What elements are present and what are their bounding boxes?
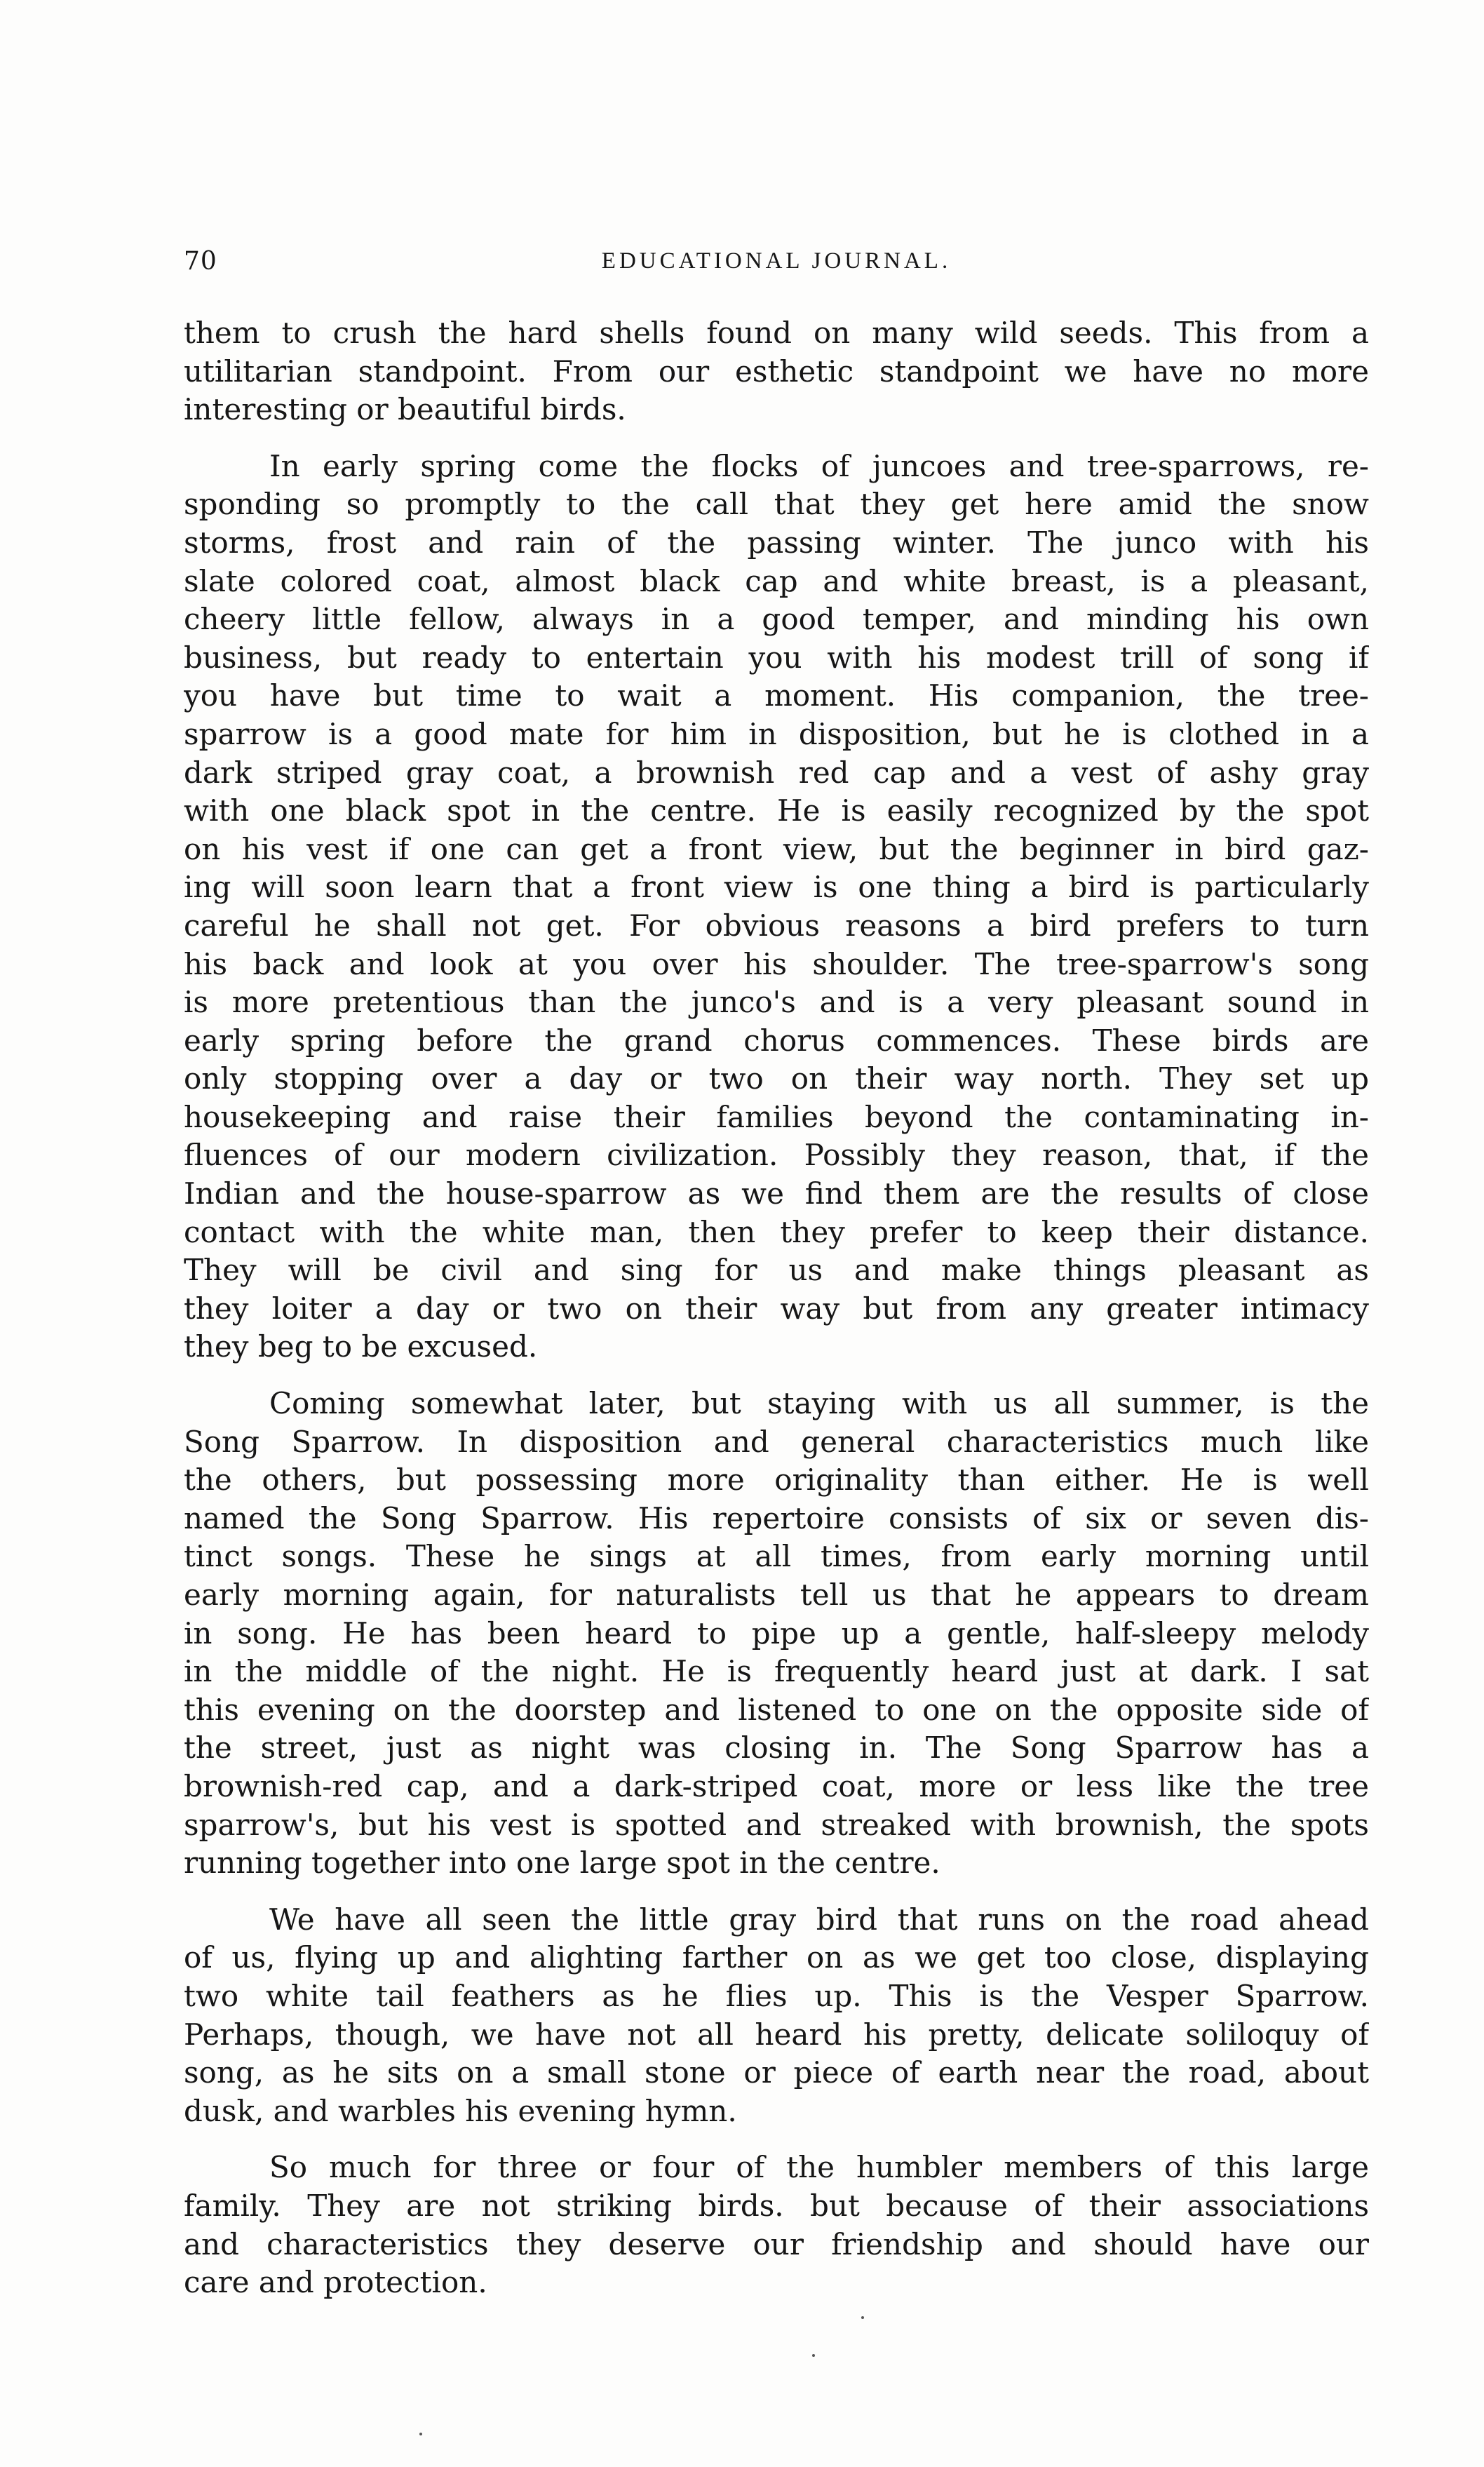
- text-line: Song Sparrow. In disposition and general characteristics much like: [184, 1424, 1369, 1459]
- paragraph: [184, 448, 1369, 1366]
- text-line: So much for three or four of the humbler members of this large: [269, 2150, 1369, 2185]
- text-line: interesting or beautiful birds.: [184, 392, 626, 427]
- text-line: utilitarian standpoint. From our esthetic standpoint we have no more: [184, 354, 1369, 389]
- paragraph: [184, 1385, 1369, 1883]
- text-line: ing will soon learn that a front view is one thing a bird is particularly: [184, 870, 1369, 905]
- text-line: We have all seen the little gray bird that runs on the road ahead: [269, 1902, 1369, 1937]
- text-line: fluences of our modern civilization. Possibly they reason, that, if the: [184, 1138, 1369, 1173]
- text-line: and characteristics they deserve our friendship and should have our: [184, 2226, 1369, 2261]
- text-line: on his vest if one can get a front view, but the beginner in bird gaz-: [184, 831, 1369, 866]
- text-line: early morning again, for naturalists tell us that he appears to dream: [184, 1578, 1369, 1612]
- text-line: running together into one large spot in the centre.: [184, 1846, 940, 1881]
- text-line: sparrow is a good mate for him in disposition, but he is clothed in a: [184, 716, 1369, 751]
- text-line: two white tail feathers as he flies up. This is the Vesper Sparrow.: [184, 1978, 1369, 2013]
- text-line: sparrow's, but his vest is spotted and streaked with brownish, the spots: [184, 1807, 1369, 1842]
- text-line: Perhaps, though, we have not all heard his pretty, delicate soliloquy of: [184, 2017, 1369, 2052]
- text-line: the others, but possessing more originality than either. He is well: [184, 1463, 1369, 1498]
- text-line: contact with the white man, then they prefer to keep their distance.: [184, 1214, 1369, 1249]
- text-line: song, as he sits on a small stone or piece of earth near the road, about: [184, 2055, 1369, 2090]
- text-line: brownish-red cap, and a dark-striped coat, more or less like the tree: [184, 1768, 1369, 1803]
- text-line: tinct songs. These he sings at all times, from early morning until: [184, 1539, 1369, 1574]
- text-line: They will be civil and sing for us and make things pleasant as: [184, 1253, 1369, 1288]
- text-line: business, but ready to entertain you with his modest trill of song if: [184, 640, 1369, 675]
- text-line: Coming somewhat later, but staying with us all summer, is the: [269, 1386, 1369, 1421]
- text-line: dusk, and warbles his evening hymn.: [184, 2093, 737, 2128]
- text-line: family. They are not striking birds. but because of their associations: [184, 2188, 1369, 2223]
- page-header: [184, 247, 1369, 282]
- text-line: they beg to be excused.: [184, 1329, 538, 1364]
- paragraph: [184, 1901, 1369, 2131]
- text-line: careful he shall not get. For obvious reasons a bird prefers to turn: [184, 908, 1369, 943]
- running-head: EDUCATIONAL JOURNAL.: [601, 248, 952, 274]
- text-line: in the middle of the night. He is frequently heard just at dark. I sat: [184, 1654, 1369, 1689]
- text-line: named the Song Sparrow. His repertoire consists of six or seven dis-: [184, 1500, 1369, 1535]
- text-line: sponding so promptly to the call that they get here amid the snow: [184, 487, 1369, 522]
- text-line: dark striped gray coat, a brownish red cap and a vest of ashy gray: [184, 755, 1369, 790]
- paragraph: [184, 2149, 1369, 2301]
- text-line: only stopping over a day or two on their way north. They set up: [184, 1061, 1369, 1096]
- text-line: In early spring come the flocks of juncoes and tree-sparrows, re-: [269, 448, 1369, 483]
- text-line: care and protection.: [184, 2265, 487, 2300]
- text-line: Indian and the house-sparrow as we find them are the results of close: [184, 1176, 1369, 1211]
- text-line: in song. He has been heard to pipe up a gentle, half-sleepy melody: [184, 1615, 1369, 1651]
- text-line: housekeeping and raise their families beyond the contaminating in-: [184, 1099, 1369, 1134]
- text-line: they loiter a day or two on their way but from any greater intimacy: [184, 1291, 1369, 1326]
- paragraph: [184, 314, 1369, 429]
- text-line: you have but time to wait a moment. His companion, the tree-: [184, 678, 1369, 713]
- text-line: the street, just as night was closing in. The Song Sparrow has a: [184, 1730, 1369, 1766]
- article-body: [184, 314, 1369, 2320]
- text-line: this evening on the doorstep and listened to one on the opposite side of: [184, 1692, 1369, 1727]
- text-line: early spring before the grand chorus commences. These birds are: [184, 1023, 1369, 1058]
- text-line: slate colored coat, almost black cap and white breast, is a pleasant,: [184, 563, 1369, 598]
- text-line: of us, flying up and alighting farther on as we get too close, displaying: [184, 1940, 1369, 1975]
- text-line: with one black spot in the centre. He is easily recognized by the spot: [184, 793, 1369, 828]
- page-number: 70: [184, 247, 217, 276]
- text-line: them to crush the hard shells found on many wild seeds. This from a: [184, 316, 1369, 350]
- text-line: is more pretentious than the junco's and is a very pleasant sound in: [184, 985, 1369, 1020]
- print-speck: [419, 2433, 422, 2435]
- text-line: storms, frost and rain of the passing winter. The junco with his: [184, 525, 1369, 560]
- print-speck: [861, 2316, 864, 2319]
- text-line: cheery little fellow, always in a good temper, and minding his own: [184, 602, 1369, 637]
- text-line: his back and look at you over his shoulder. The tree-sparrow's song: [184, 946, 1369, 981]
- print-speck: [812, 2354, 815, 2357]
